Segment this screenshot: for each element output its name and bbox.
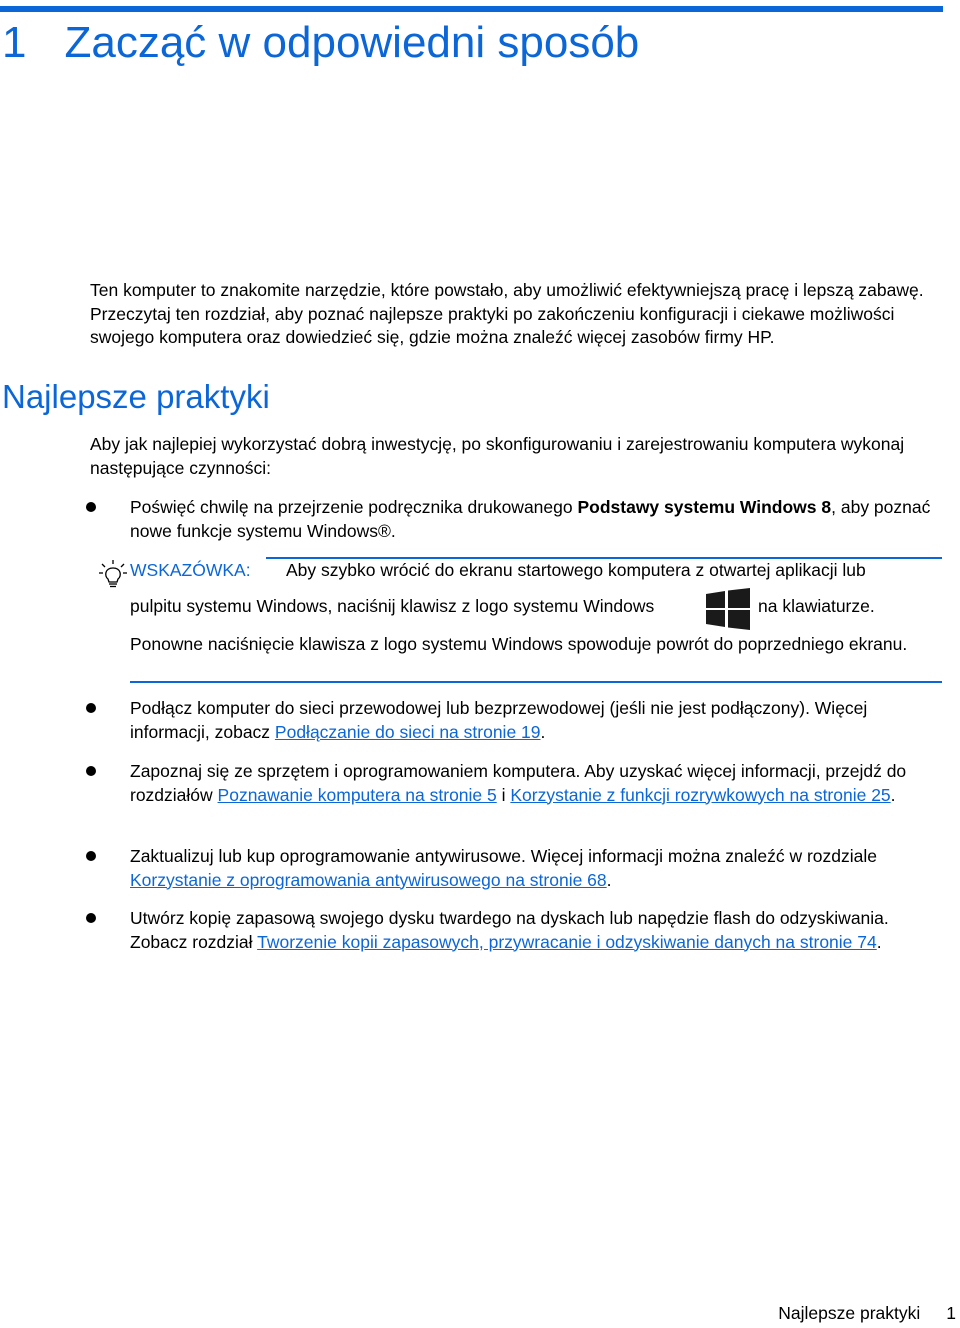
link-antivirus[interactable]: Korzystanie z oprogramowania antywirusowego na stronie 68 — [130, 869, 607, 890]
list-item-text: Utwórz kopię zapasową swojego dysku twardego na dyskach lub napędzie flash do odzyskiwania. Zobacz rozdział — [130, 908, 889, 952]
link-backup[interactable]: Tworzenie kopii zapasowych, przywracanie i odzyskiwanie danych na stronie 74 — [257, 931, 877, 952]
intro-paragraph: Ten komputer to znakomite narzędzie, które powstało, aby umożliwić efektywniejszą pracę i lepszą zabawę. Przeczytaj ten rozdział, aby poznać najlepsze praktyki po zakończeniu konfiguracji i ciekawe możliwości swojego komputera oraz dowiedzieć się, gdzie można znaleźć więcej zasobów firmy HP. — [90, 280, 924, 347]
footer-section-title: Najlepsze praktyki — [778, 1303, 921, 1323]
chapter-number: 1 — [2, 18, 27, 67]
note-text: Aby szybko wrócić do ekranu startowego komputera z otwartej aplikacji lub — [286, 560, 866, 580]
list-item-text: . — [606, 869, 612, 890]
list-item — [130, 845, 942, 892]
link-computer[interactable]: Poznawanie komputera na stronie 5 — [217, 784, 497, 805]
link-entertainment[interactable]: Korzystanie z funkcji rozrywkowych na stronie 25 — [510, 784, 891, 805]
list-item-text: . — [890, 784, 896, 805]
note-rule-top — [266, 557, 942, 559]
list-item — [130, 760, 942, 807]
bullet-dot — [86, 913, 96, 923]
list-item-text: i — [496, 784, 511, 805]
bullet-dot — [86, 502, 96, 512]
list-item — [130, 907, 942, 954]
top-rule — [0, 6, 943, 12]
bullet-dot — [86, 766, 96, 776]
note-text: na klawiaturze. — [758, 596, 875, 616]
link-network[interactable]: Podłączanie do sieci na stronie 19 — [274, 721, 541, 742]
list-item-text: Podłącz komputer do sieci przewodowej lub bezprzewodowej (jeśli nie jest podłączony). Więcej informacji, zobacz — [130, 698, 868, 742]
bullet-dot — [86, 703, 96, 713]
list-item — [130, 496, 942, 543]
list-item-text: , aby poznać nowe funkcje systemu Windows®. — [130, 497, 931, 541]
list-item-text: Poświęć chwilę na przejrzenie podręcznika drukowanego — [130, 497, 578, 517]
page-number: 1 — [946, 1303, 956, 1323]
list-item-text: . — [540, 721, 546, 742]
windows-logo-icon — [706, 588, 750, 630]
chapter-title — [2, 18, 639, 68]
bullet-dot — [86, 851, 96, 861]
section-intro: Aby jak najlepiej wykorzystać dobrą inwestycję, po skonfigurowaniu i zarejestrowaniu komputera wykonaj następujące czynności: — [90, 434, 905, 478]
section-heading: Najlepsze praktyki — [2, 378, 270, 415]
list-item-text: Zapoznaj się ze sprzętem i oprogramowaniem komputera. Aby uzyskać więcej informacji, przejdź do rozdziałów — [130, 761, 907, 805]
note-text: pulpitu systemu Windows, naciśnij klawisz z logo systemu Windows — [130, 596, 655, 616]
page-footer — [778, 1303, 956, 1324]
note-rule-bottom — [130, 681, 942, 683]
note-label: WSKAZÓWKA: — [130, 560, 251, 580]
note-paragraph: Ponowne naciśnięcie klawisza z logo systemu Windows spowoduje powrót do poprzedniego ekranu. — [130, 634, 908, 654]
book-title: Podstawy systemu Windows 8 — [577, 497, 832, 517]
chapter-title-text: Zacząć w odpowiedni sposób — [64, 18, 640, 67]
list-item-text: . — [876, 931, 882, 952]
lightbulb-icon — [98, 559, 128, 589]
list-item-text: Zaktualizuj lub kup oprogramowanie antywirusowe. Więcej informacji można znaleźć w rozdziale — [130, 846, 877, 866]
list-item — [130, 697, 942, 744]
